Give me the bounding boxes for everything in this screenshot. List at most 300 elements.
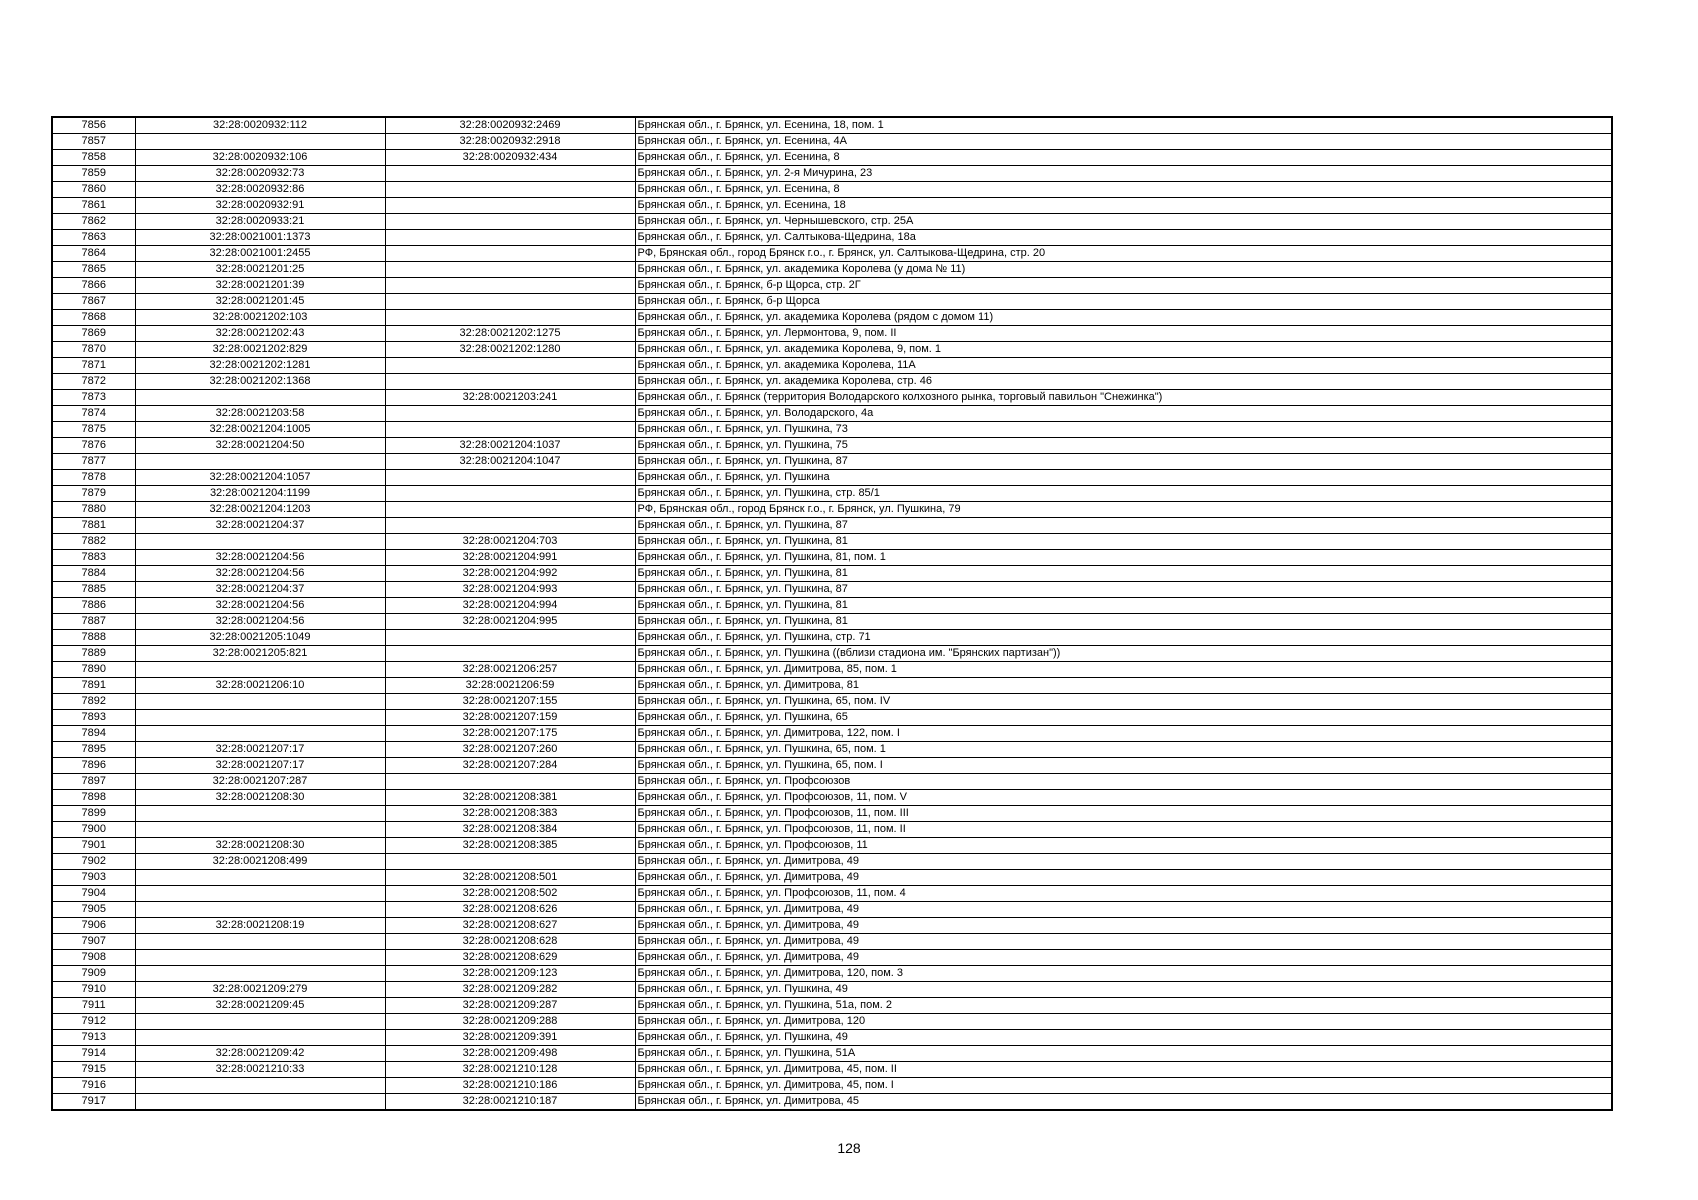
object-cadastral-number-cell: 32:28:0021208:385 [385, 838, 635, 854]
object-cadastral-number-cell: 32:28:0021204:1037 [385, 438, 635, 454]
address-cell: Брянская обл., г. Брянск, ул. Володарского, 4а [635, 406, 1612, 422]
table-row [52, 262, 1612, 278]
table-row [52, 598, 1612, 614]
row-number-cell: 7907 [52, 934, 135, 950]
land-cadastral-number-cell: 32:28:0021202:43 [135, 326, 385, 342]
address-cell: Брянская обл., г. Брянск (территория Володарского колхозного рынка, торговый павильон "Снежинка") [635, 390, 1612, 406]
table-row [52, 326, 1612, 342]
table-row [52, 966, 1612, 982]
address-cell: Брянская обл., г. Брянск, ул. Профсоюзов, 11, пом. II [635, 822, 1612, 838]
row-number-cell: 7885 [52, 582, 135, 598]
table-row [52, 758, 1612, 774]
row-number-cell: 7902 [52, 854, 135, 870]
row-number-cell: 7912 [52, 1014, 135, 1030]
row-number-cell: 7856 [52, 117, 135, 134]
address-cell: Брянская обл., г. Брянск, ул. Есенина, 18 [635, 198, 1612, 214]
row-number-cell: 7863 [52, 230, 135, 246]
land-cadastral-number-cell [135, 454, 385, 470]
land-cadastral-number-cell: 32:28:0021204:56 [135, 550, 385, 566]
row-number-cell: 7884 [52, 566, 135, 582]
row-number-cell: 7882 [52, 534, 135, 550]
row-number-cell: 7859 [52, 166, 135, 182]
land-cadastral-number-cell: 32:28:0021204:50 [135, 438, 385, 454]
table-row [52, 150, 1612, 166]
object-cadastral-number-cell: 32:28:0021208:383 [385, 806, 635, 822]
address-cell: Брянская обл., г. Брянск, ул. Димитрова, 122, пом. I [635, 726, 1612, 742]
address-cell: Брянская обл., г. Брянск, ул. Пушкина, 81 [635, 614, 1612, 630]
land-cadastral-number-cell: 32:28:0021202:829 [135, 342, 385, 358]
row-number-cell: 7870 [52, 342, 135, 358]
row-number-cell: 7860 [52, 182, 135, 198]
address-cell: РФ, Брянская обл., город Брянск г.о., г. Брянск, ул. Салтыкова-Щедрина, стр. 20 [635, 246, 1612, 262]
table-row [52, 614, 1612, 630]
row-number-cell: 7862 [52, 214, 135, 230]
object-cadastral-number-cell: 32:28:0021206:59 [385, 678, 635, 694]
land-cadastral-number-cell: 32:28:0021208:19 [135, 918, 385, 934]
table-row [52, 1046, 1612, 1062]
land-cadastral-number-cell: 32:28:0021204:1057 [135, 470, 385, 486]
land-cadastral-number-cell: 32:28:0021203:58 [135, 406, 385, 422]
table-row [52, 294, 1612, 310]
land-cadastral-number-cell: 32:28:0021204:56 [135, 566, 385, 582]
land-cadastral-number-cell: 32:28:0021001:1373 [135, 230, 385, 246]
object-cadastral-number-cell: 32:28:0021208:381 [385, 790, 635, 806]
table-row [52, 438, 1612, 454]
address-cell: Брянская обл., г. Брянск, ул. Пушкина, 81, пом. 1 [635, 550, 1612, 566]
row-number-cell: 7893 [52, 710, 135, 726]
address-cell: Брянская обл., г. Брянск, ул. Пушкина [635, 470, 1612, 486]
address-cell: Брянская обл., г. Брянск, б-р Щорса [635, 294, 1612, 310]
table-row [52, 534, 1612, 550]
address-cell: Брянская обл., г. Брянск, ул. Чернышевского, стр. 25А [635, 214, 1612, 230]
land-cadastral-number-cell: 32:28:0021001:2455 [135, 246, 385, 262]
land-cadastral-number-cell: 32:28:0021206:10 [135, 678, 385, 694]
object-cadastral-number-cell [385, 294, 635, 310]
address-cell: Брянская обл., г. Брянск, ул. Пушкина, 87 [635, 518, 1612, 534]
table-row [52, 790, 1612, 806]
land-cadastral-number-cell: 32:28:0020932:86 [135, 182, 385, 198]
land-cadastral-number-cell: 32:28:0021204:1005 [135, 422, 385, 438]
row-number-cell: 7858 [52, 150, 135, 166]
table-row [52, 470, 1612, 486]
object-cadastral-number-cell [385, 406, 635, 422]
land-cadastral-number-cell [135, 1094, 385, 1111]
object-cadastral-number-cell [385, 182, 635, 198]
row-number-cell: 7871 [52, 358, 135, 374]
land-cadastral-number-cell [135, 1078, 385, 1094]
table-row [52, 198, 1612, 214]
table-row [52, 278, 1612, 294]
land-cadastral-number-cell: 32:28:0021209:45 [135, 998, 385, 1014]
address-cell: Брянская обл., г. Брянск, ул. Пушкина, 87 [635, 582, 1612, 598]
address-cell: Брянская обл., г. Брянск, ул. Пушкина, 73 [635, 422, 1612, 438]
row-number-cell: 7883 [52, 550, 135, 566]
land-cadastral-number-cell: 32:28:0021204:1199 [135, 486, 385, 502]
object-cadastral-number-cell [385, 374, 635, 390]
row-number-cell: 7864 [52, 246, 135, 262]
address-cell: Брянская обл., г. Брянск, ул. Есенина, 4А [635, 134, 1612, 150]
land-cadastral-number-cell [135, 870, 385, 886]
land-cadastral-number-cell [135, 534, 385, 550]
row-number-cell: 7908 [52, 950, 135, 966]
object-cadastral-number-cell: 32:28:0021208:629 [385, 950, 635, 966]
row-number-cell: 7866 [52, 278, 135, 294]
address-cell: Брянская обл., г. Брянск, ул. Димитрова, 45, пом. I [635, 1078, 1612, 1094]
row-number-cell: 7909 [52, 966, 135, 982]
table-row [52, 134, 1612, 150]
object-cadastral-number-cell [385, 470, 635, 486]
address-cell: Брянская обл., г. Брянск, ул. Димитрова, 49 [635, 854, 1612, 870]
row-number-cell: 7869 [52, 326, 135, 342]
address-cell: Брянская обл., г. Брянск, ул. Пушкина, 75 [635, 438, 1612, 454]
table-row [52, 854, 1612, 870]
object-cadastral-number-cell: 32:28:0021207:284 [385, 758, 635, 774]
table-row [52, 246, 1612, 262]
table-row [52, 374, 1612, 390]
object-cadastral-number-cell [385, 630, 635, 646]
object-cadastral-number-cell [385, 518, 635, 534]
land-cadastral-number-cell [135, 886, 385, 902]
object-cadastral-number-cell: 32:28:0021203:241 [385, 390, 635, 406]
land-cadastral-number-cell: 32:28:0021210:33 [135, 1062, 385, 1078]
address-cell: Брянская обл., г. Брянск, ул. Пушкина, 81 [635, 598, 1612, 614]
address-cell: Брянская обл., г. Брянск, ул. Профсоюзов [635, 774, 1612, 790]
address-cell: Брянская обл., г. Брянск, ул. академика Королева, стр. 46 [635, 374, 1612, 390]
address-cell: Брянская обл., г. Брянск, ул. академика Королева, 9, пом. 1 [635, 342, 1612, 358]
table-row [52, 806, 1612, 822]
land-cadastral-number-cell [135, 390, 385, 406]
table-row [52, 694, 1612, 710]
land-cadastral-number-cell: 32:28:0020932:91 [135, 198, 385, 214]
land-cadastral-number-cell [135, 950, 385, 966]
address-cell: Брянская обл., г. Брянск, ул. Пушкина, 51а, пом. 2 [635, 998, 1612, 1014]
table-row [52, 390, 1612, 406]
row-number-cell: 7903 [52, 870, 135, 886]
row-number-cell: 7888 [52, 630, 135, 646]
row-number-cell: 7900 [52, 822, 135, 838]
address-cell: Брянская обл., г. Брянск, ул. Димитрова, 49 [635, 902, 1612, 918]
object-cadastral-number-cell: 32:28:0020932:2469 [385, 117, 635, 134]
land-cadastral-number-cell [135, 902, 385, 918]
land-cadastral-number-cell [135, 822, 385, 838]
object-cadastral-number-cell [385, 422, 635, 438]
address-cell: РФ, Брянская обл., город Брянск г.о., г. Брянск, ул. Пушкина, 79 [635, 502, 1612, 518]
land-cadastral-number-cell: 32:28:0021205:821 [135, 646, 385, 662]
row-number-cell: 7897 [52, 774, 135, 790]
address-cell: Брянская обл., г. Брянск, ул. Салтыкова-Щедрина, 18а [635, 230, 1612, 246]
row-number-cell: 7887 [52, 614, 135, 630]
table-row [52, 422, 1612, 438]
land-cadastral-number-cell: 32:28:0020932:106 [135, 150, 385, 166]
row-number-cell: 7904 [52, 886, 135, 902]
object-cadastral-number-cell: 32:28:0021204:703 [385, 534, 635, 550]
object-cadastral-number-cell: 32:28:0020932:434 [385, 150, 635, 166]
table-row [52, 454, 1612, 470]
address-cell: Брянская обл., г. Брянск, ул. Профсоюзов, 11, пом. 4 [635, 886, 1612, 902]
land-cadastral-number-cell [135, 806, 385, 822]
object-cadastral-number-cell [385, 774, 635, 790]
address-cell: Брянская обл., г. Брянск, ул. Пушкина, 49 [635, 1030, 1612, 1046]
land-cadastral-number-cell [135, 726, 385, 742]
table-row [52, 646, 1612, 662]
row-number-cell: 7905 [52, 902, 135, 918]
table-row [52, 678, 1612, 694]
land-cadastral-number-cell: 32:28:0021207:17 [135, 742, 385, 758]
row-number-cell: 7890 [52, 662, 135, 678]
row-number-cell: 7876 [52, 438, 135, 454]
object-cadastral-number-cell [385, 358, 635, 374]
table-row [52, 582, 1612, 598]
row-number-cell: 7867 [52, 294, 135, 310]
object-cadastral-number-cell: 32:28:0020932:2918 [385, 134, 635, 150]
row-number-cell: 7873 [52, 390, 135, 406]
land-cadastral-number-cell: 32:28:0021204:37 [135, 518, 385, 534]
address-cell: Брянская обл., г. Брянск, ул. Пушкина, стр. 85/1 [635, 486, 1612, 502]
table-row [52, 774, 1612, 790]
address-cell: Брянская обл., г. Брянск, ул. академика Королева (у дома № 11) [635, 262, 1612, 278]
object-cadastral-number-cell [385, 230, 635, 246]
address-cell: Брянская обл., г. Брянск, ул. Лермонтова, 9, пом. II [635, 326, 1612, 342]
land-cadastral-number-cell: 32:28:0021204:56 [135, 614, 385, 630]
address-cell: Брянская обл., г. Брянск, ул. Димитрова, 120 [635, 1014, 1612, 1030]
object-cadastral-number-cell: 32:28:0021209:498 [385, 1046, 635, 1062]
address-cell: Брянская обл., г. Брянск, ул. Есенина, 8 [635, 150, 1612, 166]
land-cadastral-number-cell: 32:28:0021204:37 [135, 582, 385, 598]
table-row [52, 1094, 1612, 1111]
table-row [52, 1078, 1612, 1094]
row-number-cell: 7914 [52, 1046, 135, 1062]
row-number-cell: 7857 [52, 134, 135, 150]
row-number-cell: 7906 [52, 918, 135, 934]
address-cell: Брянская обл., г. Брянск, ул. Димитрова, 120, пом. 3 [635, 966, 1612, 982]
land-cadastral-number-cell [135, 1030, 385, 1046]
object-cadastral-number-cell: 32:28:0021209:288 [385, 1014, 635, 1030]
row-number-cell: 7886 [52, 598, 135, 614]
row-number-cell: 7895 [52, 742, 135, 758]
address-cell: Брянская обл., г. Брянск, ул. Пушкина, 87 [635, 454, 1612, 470]
table-row [52, 710, 1612, 726]
address-cell: Брянская обл., г. Брянск, ул. Пушкина, 49 [635, 982, 1612, 998]
land-cadastral-number-cell: 32:28:0021209:279 [135, 982, 385, 998]
table-row [52, 550, 1612, 566]
row-number-cell: 7874 [52, 406, 135, 422]
row-number-cell: 7898 [52, 790, 135, 806]
table-row [52, 518, 1612, 534]
address-cell: Брянская обл., г. Брянск, ул. Пушкина, стр. 71 [635, 630, 1612, 646]
table-row [52, 902, 1612, 918]
object-cadastral-number-cell: 32:28:0021204:995 [385, 614, 635, 630]
address-cell: Брянская обл., г. Брянск, ул. Димитрова, 49 [635, 870, 1612, 886]
table-row [52, 838, 1612, 854]
row-number-cell: 7878 [52, 470, 135, 486]
address-cell: Брянская обл., г. Брянск, ул. Профсоюзов, 11 [635, 838, 1612, 854]
row-number-cell: 7881 [52, 518, 135, 534]
object-cadastral-number-cell: 32:28:0021202:1280 [385, 342, 635, 358]
table-row [52, 342, 1612, 358]
table-row [52, 566, 1612, 582]
table-row [52, 822, 1612, 838]
land-cadastral-number-cell: 32:28:0021204:56 [135, 598, 385, 614]
object-cadastral-number-cell: 32:28:0021204:992 [385, 566, 635, 582]
address-cell: Брянская обл., г. Брянск, ул. Димитрова, 81 [635, 678, 1612, 694]
address-cell: Брянская обл., г. Брянск, ул. Димитрова, 85, пом. 1 [635, 662, 1612, 678]
row-number-cell: 7915 [52, 1062, 135, 1078]
address-cell: Брянская обл., г. Брянск, ул. Димитрова, 45, пом. II [635, 1062, 1612, 1078]
land-cadastral-number-cell: 32:28:0020932:112 [135, 117, 385, 134]
address-cell: Брянская обл., г. Брянск, ул. академика Королева, 11А [635, 358, 1612, 374]
land-cadastral-number-cell: 32:28:0021204:1203 [135, 502, 385, 518]
table-row [52, 982, 1612, 998]
table-row [52, 934, 1612, 950]
object-cadastral-number-cell [385, 166, 635, 182]
address-cell: Брянская обл., г. Брянск, ул. 2-я Мичурина, 23 [635, 166, 1612, 182]
object-cadastral-number-cell: 32:28:0021207:155 [385, 694, 635, 710]
land-cadastral-number-cell: 32:28:0021202:103 [135, 310, 385, 326]
row-number-cell: 7880 [52, 502, 135, 518]
row-number-cell: 7901 [52, 838, 135, 854]
object-cadastral-number-cell: 32:28:0021209:123 [385, 966, 635, 982]
address-cell: Брянская обл., г. Брянск, ул. Есенина, 18, пом. 1 [635, 117, 1612, 134]
object-cadastral-number-cell: 32:28:0021202:1275 [385, 326, 635, 342]
row-number-cell: 7879 [52, 486, 135, 502]
row-number-cell: 7913 [52, 1030, 135, 1046]
table-row [52, 662, 1612, 678]
object-cadastral-number-cell: 32:28:0021204:991 [385, 550, 635, 566]
table-row [52, 358, 1612, 374]
row-number-cell: 7877 [52, 454, 135, 470]
object-cadastral-number-cell: 32:28:0021208:627 [385, 918, 635, 934]
object-cadastral-number-cell: 32:28:0021207:175 [385, 726, 635, 742]
address-cell: Брянская обл., г. Брянск, ул. Профсоюзов, 11, пом. V [635, 790, 1612, 806]
address-cell: Брянская обл., г. Брянск, ул. Есенина, 8 [635, 182, 1612, 198]
object-cadastral-number-cell: 32:28:0021208:626 [385, 902, 635, 918]
table-row [52, 918, 1612, 934]
address-cell: Брянская обл., г. Брянск, б-р Щорса, стр. 2Г [635, 278, 1612, 294]
address-cell: Брянская обл., г. Брянск, ул. Пушкина, 51А [635, 1046, 1612, 1062]
row-number-cell: 7899 [52, 806, 135, 822]
row-number-cell: 7865 [52, 262, 135, 278]
object-cadastral-number-cell: 32:28:0021210:128 [385, 1062, 635, 1078]
object-cadastral-number-cell: 32:28:0021209:287 [385, 998, 635, 1014]
table-row [52, 166, 1612, 182]
table-row [52, 726, 1612, 742]
land-cadastral-number-cell [135, 1014, 385, 1030]
land-cadastral-number-cell: 32:28:0021208:30 [135, 790, 385, 806]
row-number-cell: 7917 [52, 1094, 135, 1111]
table-row [52, 310, 1612, 326]
land-cadastral-number-cell [135, 966, 385, 982]
object-cadastral-number-cell: 32:28:0021208:384 [385, 822, 635, 838]
object-cadastral-number-cell: 32:28:0021204:994 [385, 598, 635, 614]
object-cadastral-number-cell: 32:28:0021209:391 [385, 1030, 635, 1046]
row-number-cell: 7916 [52, 1078, 135, 1094]
object-cadastral-number-cell [385, 278, 635, 294]
object-cadastral-number-cell: 32:28:0021206:257 [385, 662, 635, 678]
object-cadastral-number-cell [385, 854, 635, 870]
address-cell: Брянская обл., г. Брянск, ул. Пушкина, 65, пом. I [635, 758, 1612, 774]
object-cadastral-number-cell [385, 486, 635, 502]
table-row [52, 742, 1612, 758]
row-number-cell: 7891 [52, 678, 135, 694]
address-cell: Брянская обл., г. Брянск, ул. Димитрова, 45 [635, 1094, 1612, 1111]
table-row [52, 182, 1612, 198]
land-cadastral-number-cell [135, 662, 385, 678]
row-number-cell: 7861 [52, 198, 135, 214]
address-cell: Брянская обл., г. Брянск, ул. Пушкина ((вблизи стадиона им. "Брянских партизан")) [635, 646, 1612, 662]
row-number-cell: 7889 [52, 646, 135, 662]
object-cadastral-number-cell: 32:28:0021209:282 [385, 982, 635, 998]
address-cell: Брянская обл., г. Брянск, ул. Пушкина, 65 [635, 710, 1612, 726]
land-cadastral-number-cell: 32:28:0021208:30 [135, 838, 385, 854]
object-cadastral-number-cell: 32:28:0021204:1047 [385, 454, 635, 470]
row-number-cell: 7875 [52, 422, 135, 438]
address-cell: Брянская обл., г. Брянск, ул. Пушкина, 65, пом. IV [635, 694, 1612, 710]
table-row [52, 886, 1612, 902]
address-cell: Брянская обл., г. Брянск, ул. академика Королева (рядом с домом 11) [635, 310, 1612, 326]
land-cadastral-number-cell: 32:28:0021202:1281 [135, 358, 385, 374]
land-cadastral-number-cell: 32:28:0021202:1368 [135, 374, 385, 390]
land-cadastral-number-cell [135, 934, 385, 950]
row-number-cell: 7910 [52, 982, 135, 998]
address-cell: Брянская обл., г. Брянск, ул. Профсоюзов, 11, пом. III [635, 806, 1612, 822]
land-cadastral-number-cell [135, 134, 385, 150]
object-cadastral-number-cell: 32:28:0021207:260 [385, 742, 635, 758]
land-cadastral-number-cell [135, 694, 385, 710]
object-cadastral-number-cell: 32:28:0021207:159 [385, 710, 635, 726]
address-cell: Брянская обл., г. Брянск, ул. Димитрова, 49 [635, 950, 1612, 966]
land-cadastral-number-cell: 32:28:0021205:1049 [135, 630, 385, 646]
land-cadastral-number-cell [135, 710, 385, 726]
address-cell: Брянская обл., г. Брянск, ул. Пушкина, 81 [635, 566, 1612, 582]
table-row [52, 950, 1612, 966]
land-cadastral-number-cell: 32:28:0021207:287 [135, 774, 385, 790]
table-row [52, 630, 1612, 646]
object-cadastral-number-cell: 32:28:0021208:502 [385, 886, 635, 902]
table-row [52, 1014, 1612, 1030]
table-row [52, 486, 1612, 502]
row-number-cell: 7868 [52, 310, 135, 326]
row-number-cell: 7894 [52, 726, 135, 742]
table-row [52, 870, 1612, 886]
object-cadastral-number-cell: 32:28:0021208:628 [385, 934, 635, 950]
address-cell: Брянская обл., г. Брянск, ул. Димитрова, 49 [635, 934, 1612, 950]
table-row [52, 117, 1612, 134]
land-cadastral-number-cell: 32:28:0021201:39 [135, 278, 385, 294]
page-number: 128 [837, 1140, 861, 1156]
object-cadastral-number-cell [385, 262, 635, 278]
land-cadastral-number-cell: 32:28:0021207:17 [135, 758, 385, 774]
object-cadastral-number-cell: 32:28:0021208:501 [385, 870, 635, 886]
object-cadastral-number-cell: 32:28:0021204:993 [385, 582, 635, 598]
address-cell: Брянская обл., г. Брянск, ул. Димитрова, 49 [635, 918, 1612, 934]
row-number-cell: 7892 [52, 694, 135, 710]
land-cadastral-number-cell: 32:28:0021208:499 [135, 854, 385, 870]
table-row [52, 406, 1612, 422]
row-number-cell: 7911 [52, 998, 135, 1014]
address-cell: Брянская обл., г. Брянск, ул. Пушкина, 65, пом. 1 [635, 742, 1612, 758]
land-cadastral-number-cell: 32:28:0021209:42 [135, 1046, 385, 1062]
address-cell: Брянская обл., г. Брянск, ул. Пушкина, 81 [635, 534, 1612, 550]
object-cadastral-number-cell [385, 502, 635, 518]
land-cadastral-number-cell: 32:28:0021201:25 [135, 262, 385, 278]
table-row [52, 998, 1612, 1014]
land-cadastral-number-cell: 32:28:0021201:45 [135, 294, 385, 310]
land-cadastral-number-cell: 32:28:0020932:73 [135, 166, 385, 182]
table-row [52, 1062, 1612, 1078]
object-cadastral-number-cell: 32:28:0021210:187 [385, 1094, 635, 1111]
table-row [52, 1030, 1612, 1046]
object-cadastral-number-cell: 32:28:0021210:186 [385, 1078, 635, 1094]
